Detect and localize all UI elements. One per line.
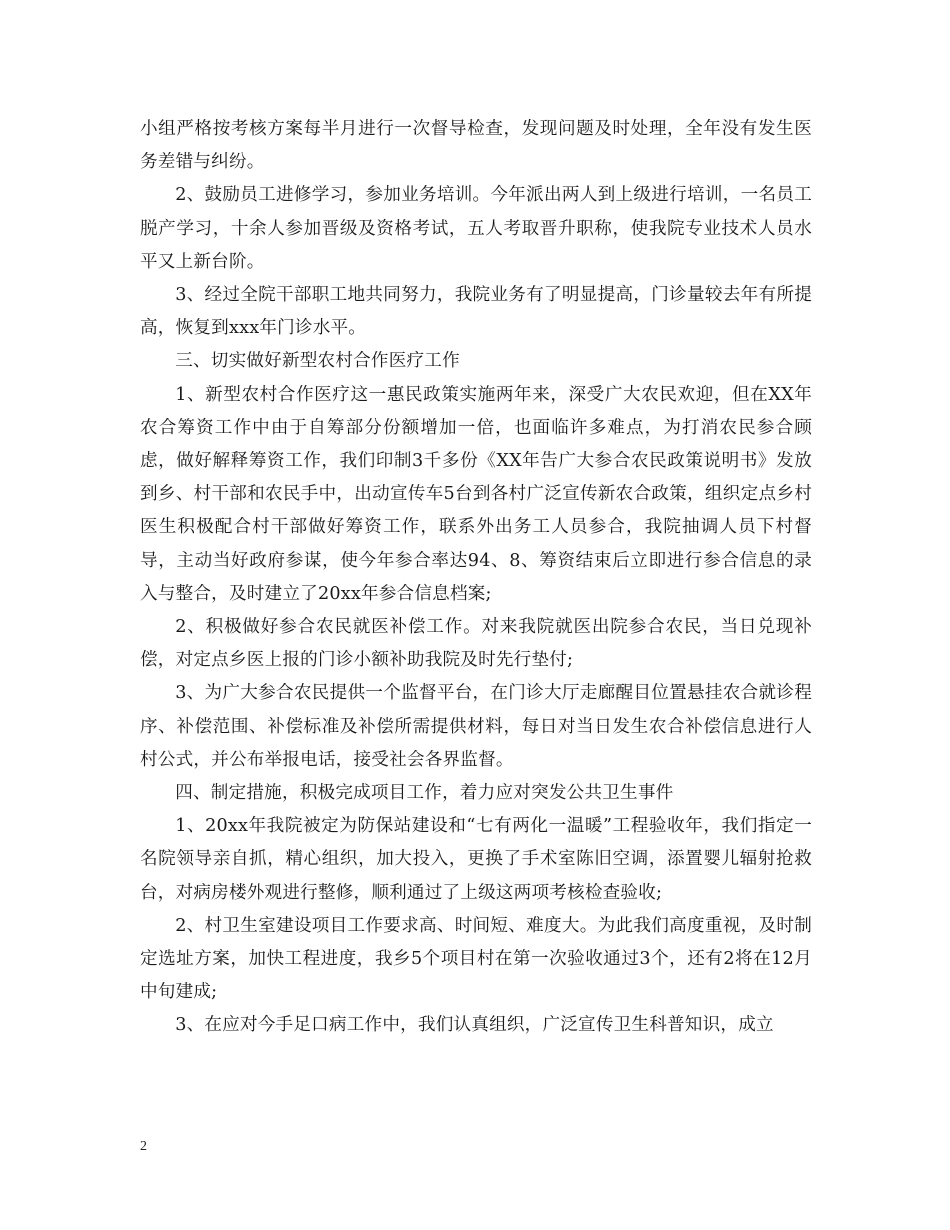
paragraph-2: 2、鼓励员工进修学习，参加业务培训。今年派出两人到上级进行培训，一名员工脱产学习，十余人参加晋级及资格考试，五人考取晋升职称，使我院专业技术人员水平又上新台阶。 — [140, 185, 812, 272]
page-number: 2 — [140, 1139, 147, 1154]
paragraph-7: 1、20xx年我院被定为防保站建设和“七有两化一温暖”工程验收年，我们指定一名院领导亲自抓，精心组织，加大投入，更换了手术室陈旧空调，添置婴儿辐射抢救台，对病房楼外观进行整修，顺利通过了上级这两项考核检查验收; — [140, 816, 812, 903]
document-body — [140, 113, 812, 1043]
section-heading-4: 四、制定措施，积极完成项目工作，着力应对突发公共卫生事件 — [175, 783, 674, 804]
section-heading-3: 三、切实做好新型农村合作医疗工作 — [175, 351, 460, 372]
paragraph-6: 3、为广大参合农民提供一个监督平台，在门诊大厅走廊醒目位置悬挂农合就诊程序、补偿范围、补偿标准及补偿所需提供材料，每日对当日发生农合补偿信息进行人村公式，并公布举报电话，接受社会各界监督。 — [140, 683, 812, 770]
paragraph-5: 2、积极做好参合农民就医补偿工作。对来我院就医出院参合农民，当日兑现补偿，对定点乡医上报的门诊小额补助我院及时先行垫付; — [140, 617, 812, 671]
paragraph-1: 小组严格按考核方案每半月进行一次督导检查，发现问题及时处理，全年没有发生医务差错与纠纷。 — [140, 119, 812, 173]
paragraph-8: 2、村卫生室建设项目工作要求高、时间短、难度大。为此我们高度重视，及时制定选址方案，加快工程进度，我乡5个项目村在第一次验收通过3个，还有2将在12月中旬建成; — [140, 915, 812, 1003]
paragraph-9: 3、在应对今手足口病工作中，我们认真组织，广泛宣传卫生科普知识，成立 — [175, 1015, 774, 1036]
paragraph-3: 3、经过全院干部职工地共同努力，我院业务有了明显提高，门诊量较去年有所提高，恢复到xxx年门诊水平。 — [140, 285, 812, 339]
paragraph-4: 1、新型农村合作医疗这一惠民政策实施两年来，深受广大农民欢迎，但在XX年农合筹资工作中由于自筹部分份额增加一倍，也面临许多难点，为打消农民参合顾虑，做好解释筹资工作，我们印制3千多份《XX年告广大参合农民政策说明书》发放到乡、村干部和农民手中，出动宣传车5台到各村广泛宣传新农合政策，组织定点乡村医生积极配合村干部做好筹资工作，联系外出务工人员参合，我院抽调人员下村督导，主动当好政府参谋，使今年参合率达94、8、筹资结束后立即进行参合信息的录入与整合，及时建立了20xx年参合信息档案; — [140, 384, 812, 604]
